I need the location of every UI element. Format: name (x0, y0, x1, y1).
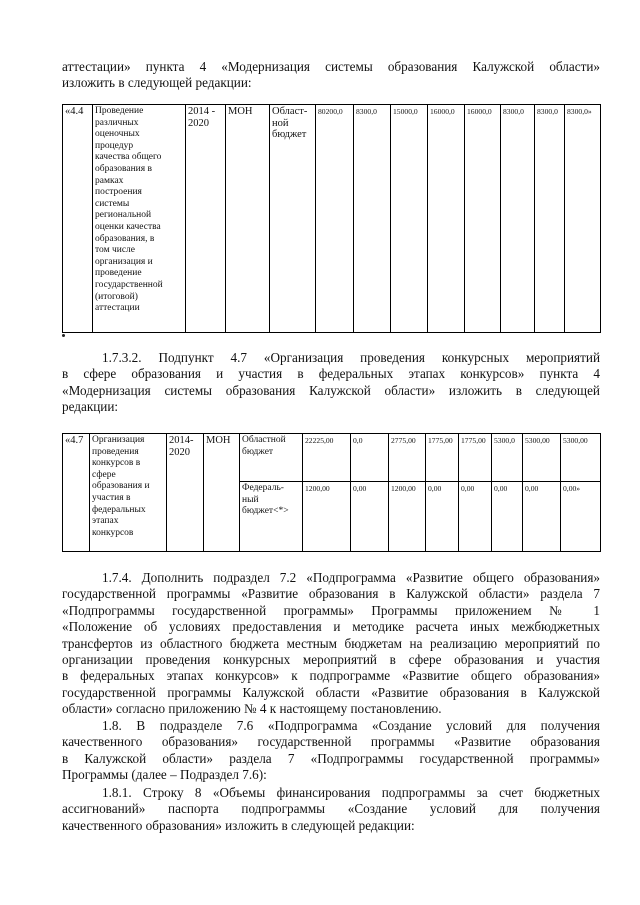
name-line: проведение (95, 268, 142, 279)
name-line: качества общего (95, 152, 162, 163)
name-line: конкурсов в (92, 458, 141, 469)
text-line: качественного образования» государственной программы «Развитие образования (62, 734, 600, 750)
name-line: государственной (95, 279, 163, 290)
value-cell: 0,0 (351, 434, 389, 482)
source-line: Федераль- (242, 483, 284, 493)
regional-budget-source (240, 434, 303, 482)
value-cell: 16000,0 (428, 105, 465, 333)
period-line: 2020 (188, 117, 209, 129)
source-line: ный (242, 494, 259, 505)
value-cell: 5300,0 (492, 434, 523, 482)
text-line: 1.7.4. Дополнить подраздел 7.2 «Подпрограмма «Развитие общего образования» (102, 570, 600, 585)
text-line: редакции: (62, 399, 119, 415)
subpoint-1-7-4 (62, 570, 600, 718)
table-item-4-4 (62, 104, 601, 333)
name-line: сфере (92, 469, 116, 480)
text-line: организации проведения конкурсных мероприятий в сфере образования и участия (62, 652, 600, 668)
name-line: конкурсов (92, 527, 134, 538)
value-cell: 8300,0 (535, 105, 565, 333)
value-cell: 0,00 (459, 482, 492, 552)
name-line: Проведение (95, 106, 144, 116)
item-number: «4.7 (63, 434, 90, 552)
text-line: трансфертов из областного бюджета местным бюджетам на реализацию мероприятий по (62, 635, 600, 651)
text-line: Программы (далее – Подраздел 7.6): (62, 767, 267, 783)
name-line: процедур (95, 140, 134, 151)
item-name (90, 434, 167, 552)
name-line: региональной (95, 210, 152, 221)
value-cell: 8300,0» (565, 105, 601, 333)
value-cell: 1775,00 (459, 434, 492, 482)
text-line: 1.7.3.2. Подпункт 4.7 «Организация проведения конкурсных мероприятий (102, 350, 600, 365)
name-line: построения (95, 187, 142, 198)
point-1-8 (62, 718, 600, 784)
table-item-4-7 (62, 433, 601, 552)
value-cell: 1200,00 (303, 482, 351, 552)
text-line: «Положение об условиях предоставления и методике расчета иных межбюджетных (62, 619, 600, 635)
value-cell: 1200,00 (389, 482, 426, 552)
text-line: ассигнований» паспорта подпрограммы «Создание условий для получения (62, 801, 600, 817)
item-number: «4.4 (63, 105, 93, 333)
period-line: 2020 (169, 446, 190, 458)
name-line: образования, в (95, 233, 155, 244)
federal-budget-source (240, 482, 303, 552)
value-cell: 0,00 (523, 482, 561, 552)
value-cell: 80200,0 (316, 105, 354, 333)
text-line: 1.8.1. Строку 8 «Объемы финансирования подпрограммы за счет бюджетных (102, 785, 600, 800)
text-line: в сфере образования и участия в федеральных этапах конкурсов» пункта 4 (62, 366, 600, 382)
value-cell: 16000,0 (465, 105, 501, 333)
text-line: аттестации» пункта 4 «Модернизация системы образования Калужской области» (62, 59, 600, 74)
item-period (186, 105, 226, 333)
intro-paragraph (62, 59, 600, 92)
text-line: в федеральных этапах конкурсов» к подпрограмме «Развитие общего образования» (62, 668, 600, 684)
name-line: системы (95, 198, 130, 209)
value-cell: 0,00 (351, 482, 389, 552)
name-line: образования и (92, 481, 150, 492)
text-line: области» согласно приложению № 4 к настоящему постановлению. (62, 701, 442, 717)
item-source (270, 105, 316, 333)
value-cell: 0,00 (426, 482, 459, 552)
value-cell: 15000,0 (391, 105, 428, 333)
subpoint-1-8-1 (62, 785, 600, 834)
text-line: 1.8. В подразделе 7.6 «Подпрограмма «Создание условий для получения (102, 718, 600, 733)
name-line: том числе (95, 245, 136, 256)
source-line: бюджет (242, 446, 274, 457)
text-line: в Калужской области» раздела 7 «Подпрограммы государственной программы» (62, 750, 600, 766)
text-line: качественного образования» изложить в следующей редакции: (62, 817, 415, 833)
subpoint-1-7-3-2 (62, 350, 600, 416)
source-line: бюджет (272, 129, 307, 141)
value-cell: 0,00 (492, 482, 523, 552)
name-line: оценочных (95, 129, 140, 140)
item-executor: МОН (204, 434, 240, 552)
text-line: «Модернизация системы образования Калужской области» изложить в следующей (62, 382, 600, 398)
name-line: оценки качества (95, 221, 161, 232)
text-line: изложить в следующей редакции: (62, 75, 252, 91)
period-line: 2014- (169, 435, 194, 446)
text-line: государственной программы «Развитие образования в Калужской области» раздела 7 (62, 586, 600, 602)
name-line: этапах (92, 516, 119, 527)
text-line: «Подпрограммы государственной программы» Программы приложением № 1 (62, 602, 600, 618)
name-line: федеральных (92, 504, 146, 515)
text-line: государственной программы Калужской области «Развитие образования в Калужской (62, 684, 600, 700)
value-cell: 5300,00 (561, 434, 601, 482)
source-line: бюджет<*> (242, 506, 289, 517)
name-line: аттестации (95, 303, 140, 314)
value-cell: 8300,0 (354, 105, 391, 333)
value-cell: 22225,00 (303, 434, 351, 482)
period-line: 2014 - (188, 106, 216, 117)
ink-speck (62, 334, 65, 337)
name-line: проведения (92, 446, 139, 457)
value-cell: 5300,00 (523, 434, 561, 482)
value-cell: 8300,0 (501, 105, 535, 333)
name-line: организация и (95, 256, 153, 267)
source-line: Област- (272, 106, 308, 117)
name-line: различных (95, 117, 139, 128)
value-cell: 1775,00 (426, 434, 459, 482)
item-period (167, 434, 204, 552)
source-line: Областной (242, 435, 286, 445)
name-line: Организация (92, 435, 145, 445)
name-line: образования в (95, 163, 152, 174)
item-executor: МОН (226, 105, 270, 333)
source-line: ной (272, 117, 289, 129)
name-line: (итоговой) (95, 291, 138, 302)
name-line: рамках (95, 175, 124, 186)
value-cell: 2775,00 (389, 434, 426, 482)
value-cell: 0,00» (561, 482, 601, 552)
item-name (93, 105, 186, 333)
name-line: участия в (92, 492, 131, 503)
